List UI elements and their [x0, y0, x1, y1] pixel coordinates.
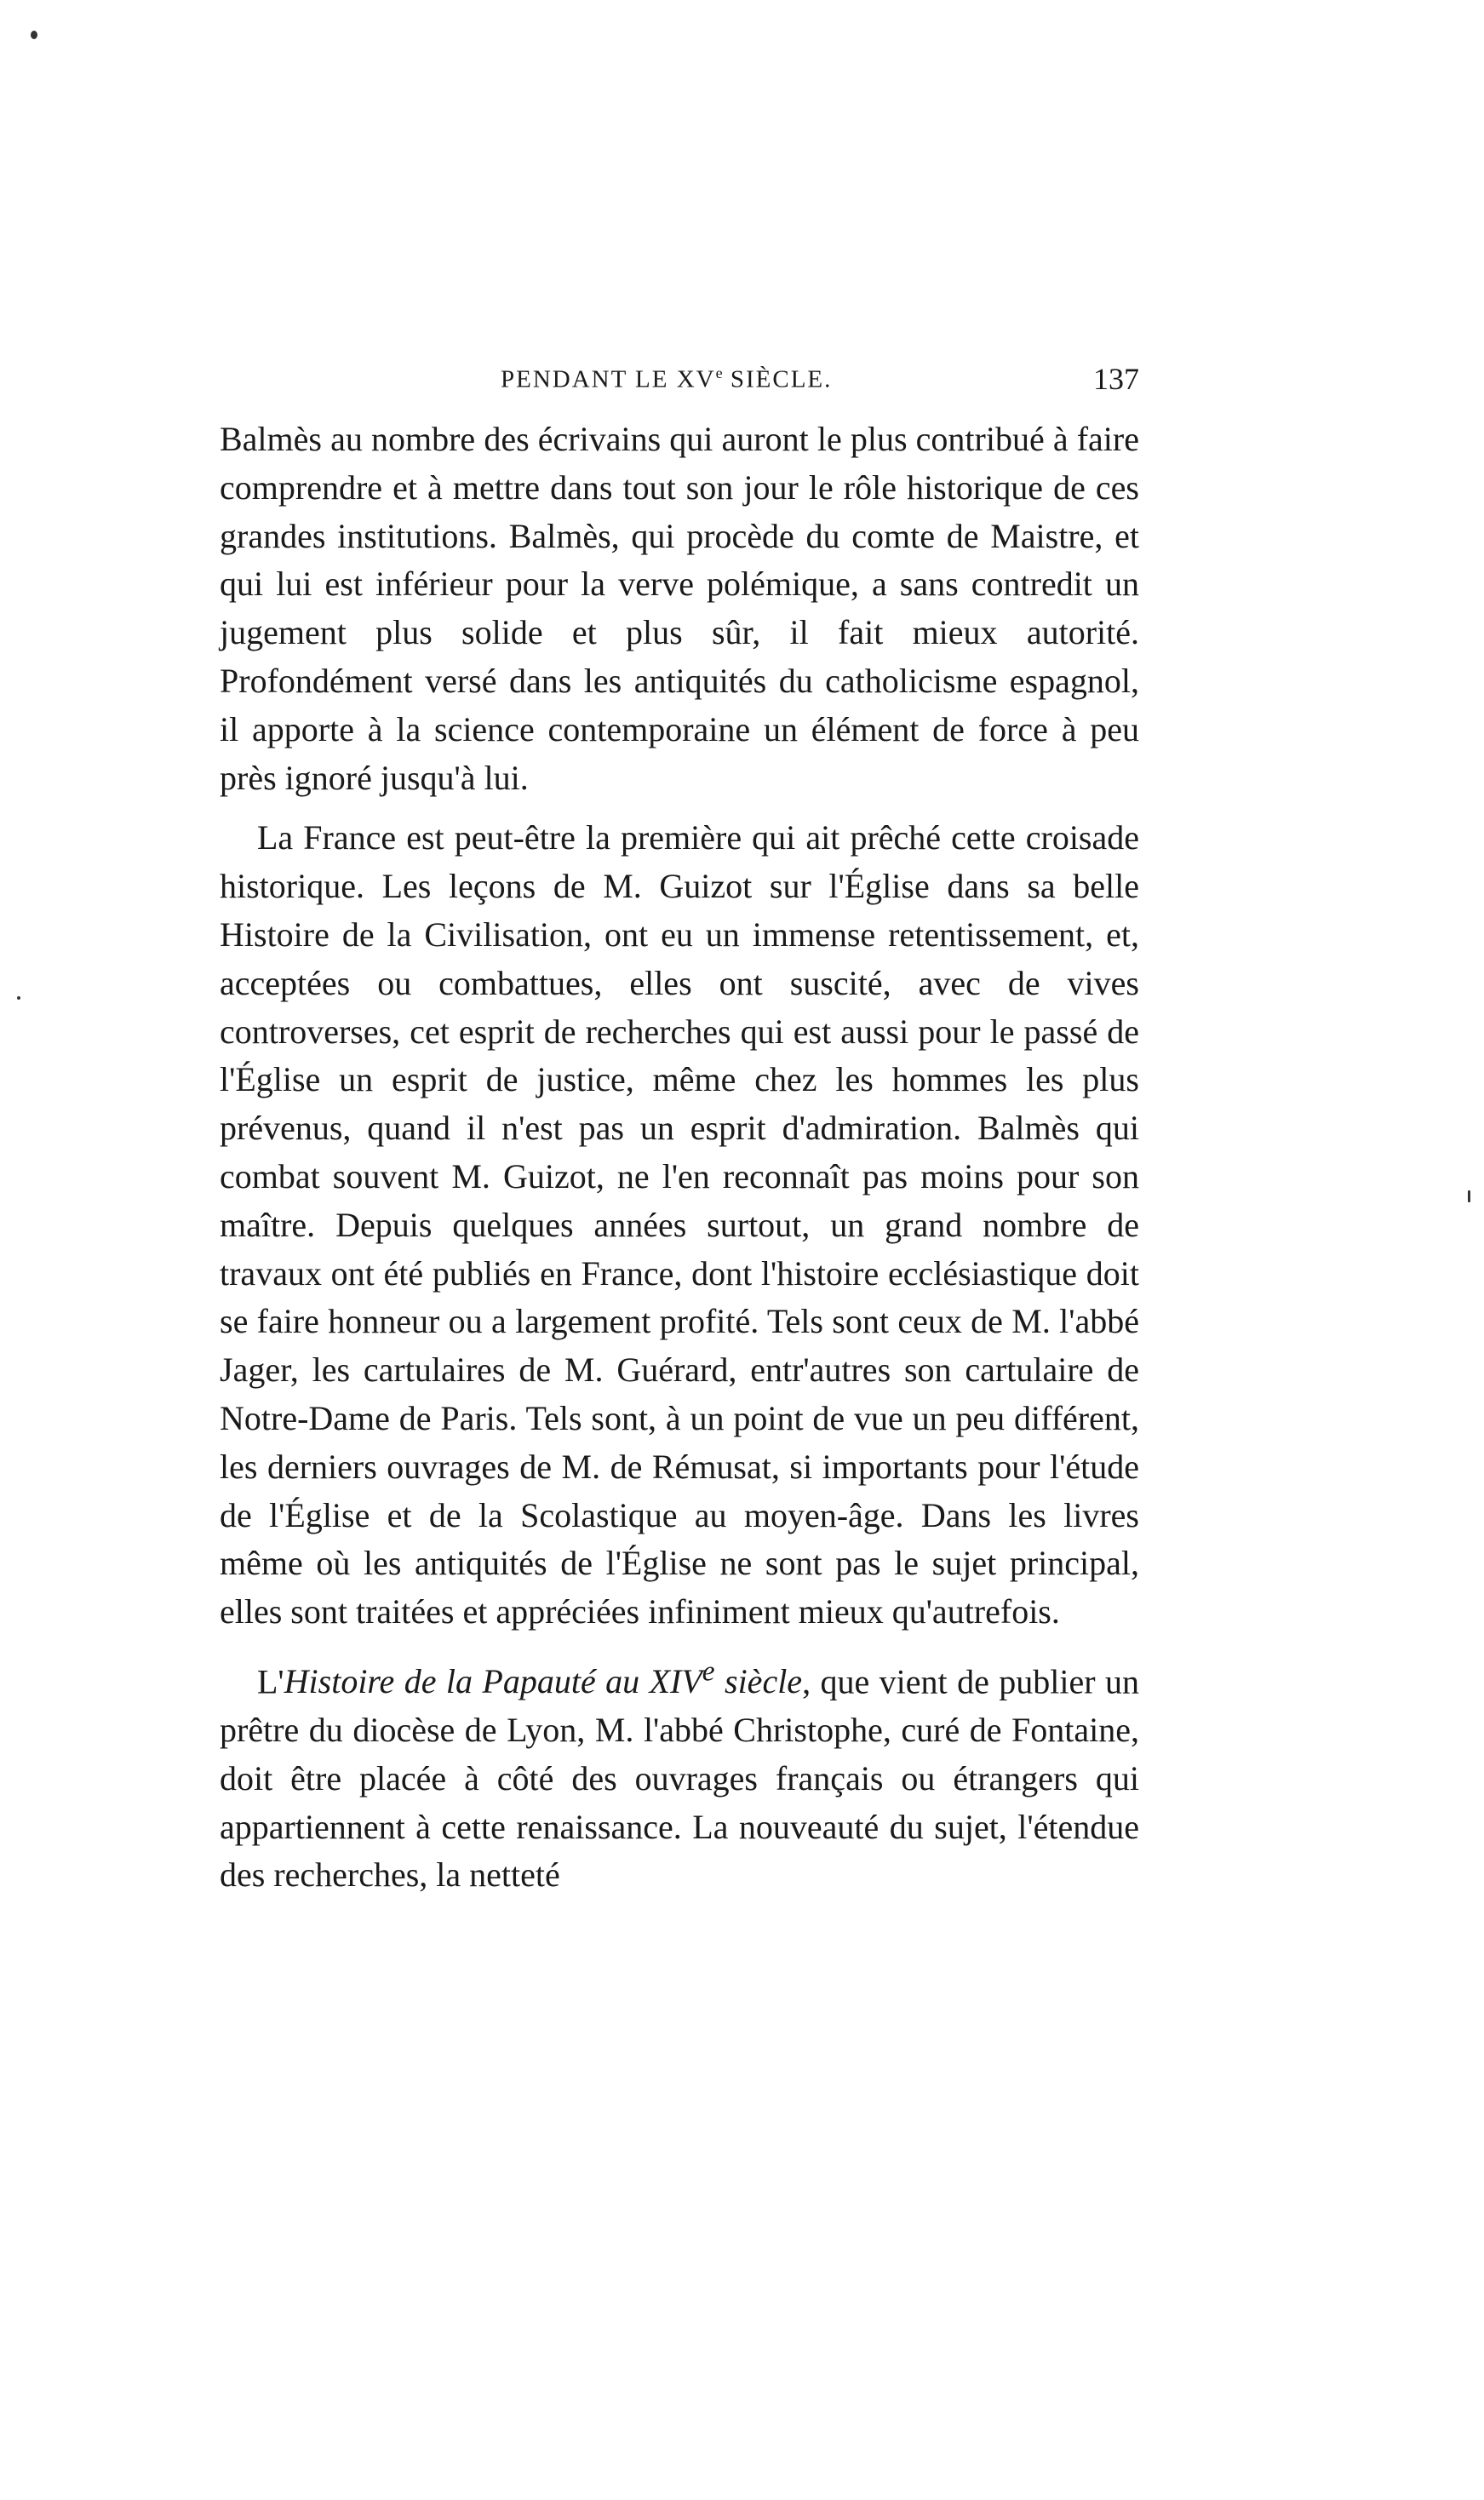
running-header — [220, 364, 1139, 404]
paragraph: Balmès au nombre des écrivains qui auront le plus contribué à faire comprendre et à mettre dans tout son jour le rôle historique de ces grandes institutions. Balmès, qui procède du comte de Maistre, et qui lui est inférieur pour la verve polémique, a sans contredit un jugement plus solide et plus sûr, il fait mieux autorité. Profondément versé dans les antiquités du catholicisme espagnol, il apporte à la science contemporaine un élément de force à peu près ignoré jusqu'à lui. — [220, 420, 1139, 797]
body-text — [220, 416, 1139, 1900]
ink-speck — [1468, 1190, 1470, 1202]
running-title: PENDANT LE XVe SIÈCLE. — [501, 364, 833, 393]
page-number: 137 — [1093, 362, 1139, 396]
book-title: Histoire de la Papauté au XIVe siècle — [284, 1655, 803, 1701]
paragraph: L'Histoire de la Papauté au XIVe siècle, que vient de publier un prêtre du diocèse de Lyon, M. l'abbé Christophe, curé de Fontaine, doit être placée à côté des ouvrages français ou étrangers qui appartiennent à cette renaissance. La nouveauté du sujet, l'étendue des recherches, la netteté — [220, 1655, 1139, 1895]
paragraph: La France est peut-être la première qui ait prêché cette croisade historique. Les leçons de M. Guizot sur l'Église dans sa belle Histoire de la Civilisation, ont eu un immense retentissement, et, acceptées ou combattues, elles ont suscité, avec de vives controverses, cet esprit de recherches qui est aussi pour le passé de l'Église un esprit de justice, même chez les hommes les plus prévenus, quand il n'est pas un esprit d'admiration. Balmès qui combat souvent M. Guizot, ne l'en reconnaît pas moins pour son maître. Depuis quelques années surtout, un grand nombre de travaux ont été publiés en France, dont l'histoire ecclésiastique doit se faire honneur ou a largement profité. Tels sont ceux de M. l'abbé Jager, les cartulaires de M. Guérard, entr'autres son cartulaire de Notre-Dame de Paris. Tels sont, à un point de vue un peu différent, les derniers ouvrages de M. de Rémusat, si importants pour l'étude de l'Église et de la Scolastique au moyen-âge. Dans les livres même où les antiquités de l'Église ne sont pas le sujet principal, elles sont traitées et appréciées infiniment mieux qu'autrefois. — [220, 818, 1139, 1631]
ink-speck — [17, 996, 20, 1000]
ink-speck — [31, 31, 37, 39]
